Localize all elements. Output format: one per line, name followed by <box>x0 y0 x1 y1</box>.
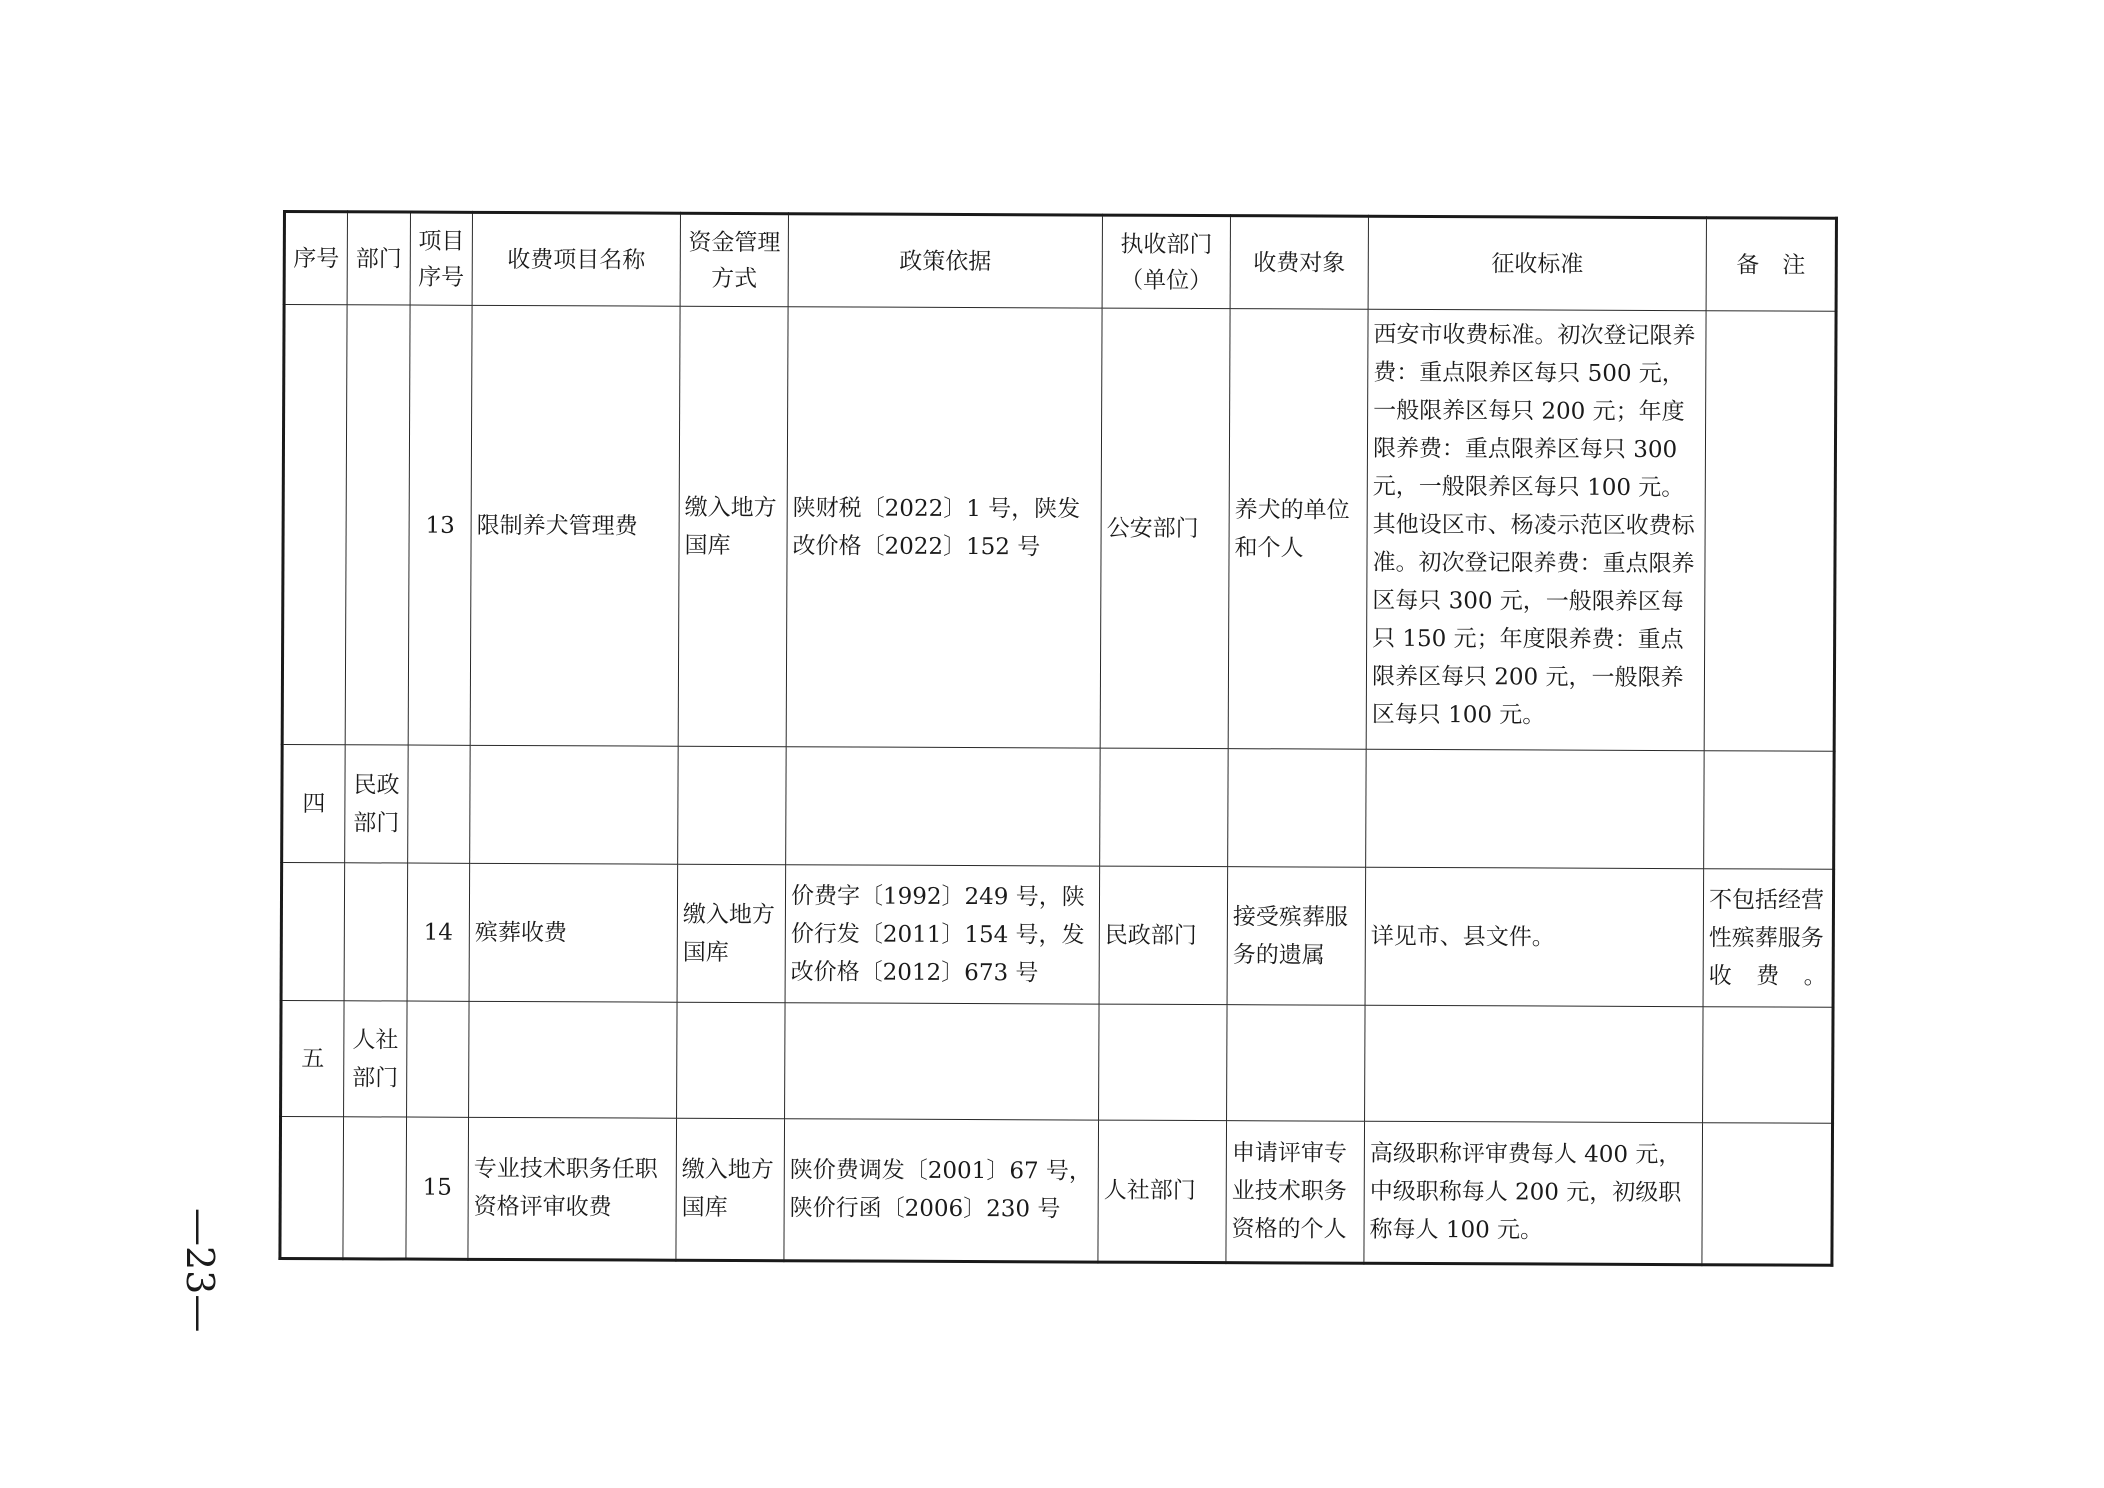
cell-seq <box>281 863 345 1001</box>
cell-name <box>469 1001 678 1118</box>
page-number: —23— <box>178 1208 222 1333</box>
cell-name: 专业技术职务任职资格评审收费 <box>468 1117 677 1260</box>
cell-dept <box>343 1117 407 1259</box>
cell-remark <box>1702 1123 1833 1266</box>
cell-fund: 缴入地方国库 <box>677 864 786 1002</box>
header-remark: 备 注 <box>1706 218 1836 312</box>
cell-seq <box>282 305 347 745</box>
cell-name: 殡葬收费 <box>469 863 678 1002</box>
cell-fund <box>677 1002 786 1118</box>
fee-table <box>278 210 1838 1267</box>
cell-target: 申请评审专业技术职务资格的个人 <box>1226 1121 1365 1264</box>
cell-target <box>1227 1005 1366 1122</box>
cell-policy <box>785 1003 1100 1120</box>
table-row <box>282 305 1836 752</box>
cell-seq: 五 <box>281 1000 345 1116</box>
header-target: 收费对象 <box>1230 216 1368 310</box>
cell-standard <box>1366 749 1705 868</box>
cell-exec: 人社部门 <box>1098 1120 1227 1263</box>
cell-policy <box>786 747 1101 866</box>
cell-fund: 缴入地方国库 <box>676 1118 785 1260</box>
cell-name: 限制养犬管理费 <box>470 305 680 746</box>
cell-item-seq <box>408 745 471 863</box>
cell-item-seq <box>407 1001 470 1117</box>
cell-dept <box>344 863 408 1001</box>
cell-standard <box>1365 1005 1704 1122</box>
cell-seq <box>280 1116 344 1258</box>
header-policy: 政策依据 <box>788 214 1102 308</box>
cell-standard: 详见市、县文件。 <box>1365 867 1704 1006</box>
cell-policy: 价费字〔1992〕249 号，陕价行发〔2011〕154 号，发改价格〔2012〕673 号 <box>785 865 1100 1004</box>
cell-remark <box>1704 751 1835 870</box>
cell-item-seq: 15 <box>406 1117 469 1259</box>
header-item-seq: 项目 序号 <box>410 212 472 305</box>
header-dept: 部门 <box>347 212 410 305</box>
cell-standard: 高级职称评审费每人 400 元，中级职称每人 200 元，初级职称每人 100 元。 <box>1364 1121 1703 1264</box>
table-row <box>281 863 1834 1008</box>
cell-item-seq: 14 <box>407 863 470 1001</box>
cell-dept <box>345 305 410 745</box>
cell-exec: 民政部门 <box>1099 866 1228 1005</box>
cell-policy: 陕价费调发〔2001〕67 号，陕价行函〔2006〕230 号 <box>784 1119 1099 1262</box>
cell-policy: 陕财税〔2022〕1 号，陕发改价格〔2022〕152 号 <box>786 307 1102 748</box>
cell-target <box>1228 749 1367 868</box>
cell-seq: 四 <box>282 745 346 863</box>
header-name: 收费项目名称 <box>472 212 680 306</box>
header-fund: 资金管理 方式 <box>680 213 788 306</box>
cell-target: 养犬的单位和个人 <box>1228 309 1368 750</box>
header-exec: 执收部门 （单位） <box>1102 215 1230 309</box>
header-standard: 征收标准 <box>1368 216 1706 310</box>
cell-fund <box>678 746 787 864</box>
header-row <box>284 212 1836 312</box>
cell-dept: 民政 部门 <box>345 745 409 863</box>
table-row <box>282 745 1835 870</box>
table-row <box>281 1000 1833 1123</box>
cell-remark <box>1704 311 1836 752</box>
header-seq: 序号 <box>284 212 347 305</box>
cell-name <box>470 745 679 864</box>
cell-remark <box>1703 1007 1834 1124</box>
table-row <box>280 1116 1833 1265</box>
cell-exec <box>1100 748 1229 867</box>
cell-exec: 公安部门 <box>1100 308 1230 749</box>
cell-target: 接受殡葬服务的遗属 <box>1227 867 1366 1006</box>
cell-standard: 西安市收费标准。初次登记限养费：重点限养区每只 500 元，一般限养区每只 200 元；年度限养费：重点限养区每只 300 元，一般限养区每只 100 元。 其他设区市、杨凌示范区收费标准。初次登记限养费：重点限养区每只 300 元，一般限养区每只 150 元；年度限养费：重点限养区每只 200 元，一般限养区每只 100 元。 <box>1366 309 1706 750</box>
cell-remark: 不包括经营性殡葬服务收费。 <box>1703 869 1834 1008</box>
cell-fund: 缴入地方国库 <box>678 306 788 746</box>
cell-exec <box>1099 1004 1228 1121</box>
cell-item-seq: 13 <box>408 305 472 745</box>
cell-dept: 人社 部门 <box>344 1001 408 1117</box>
